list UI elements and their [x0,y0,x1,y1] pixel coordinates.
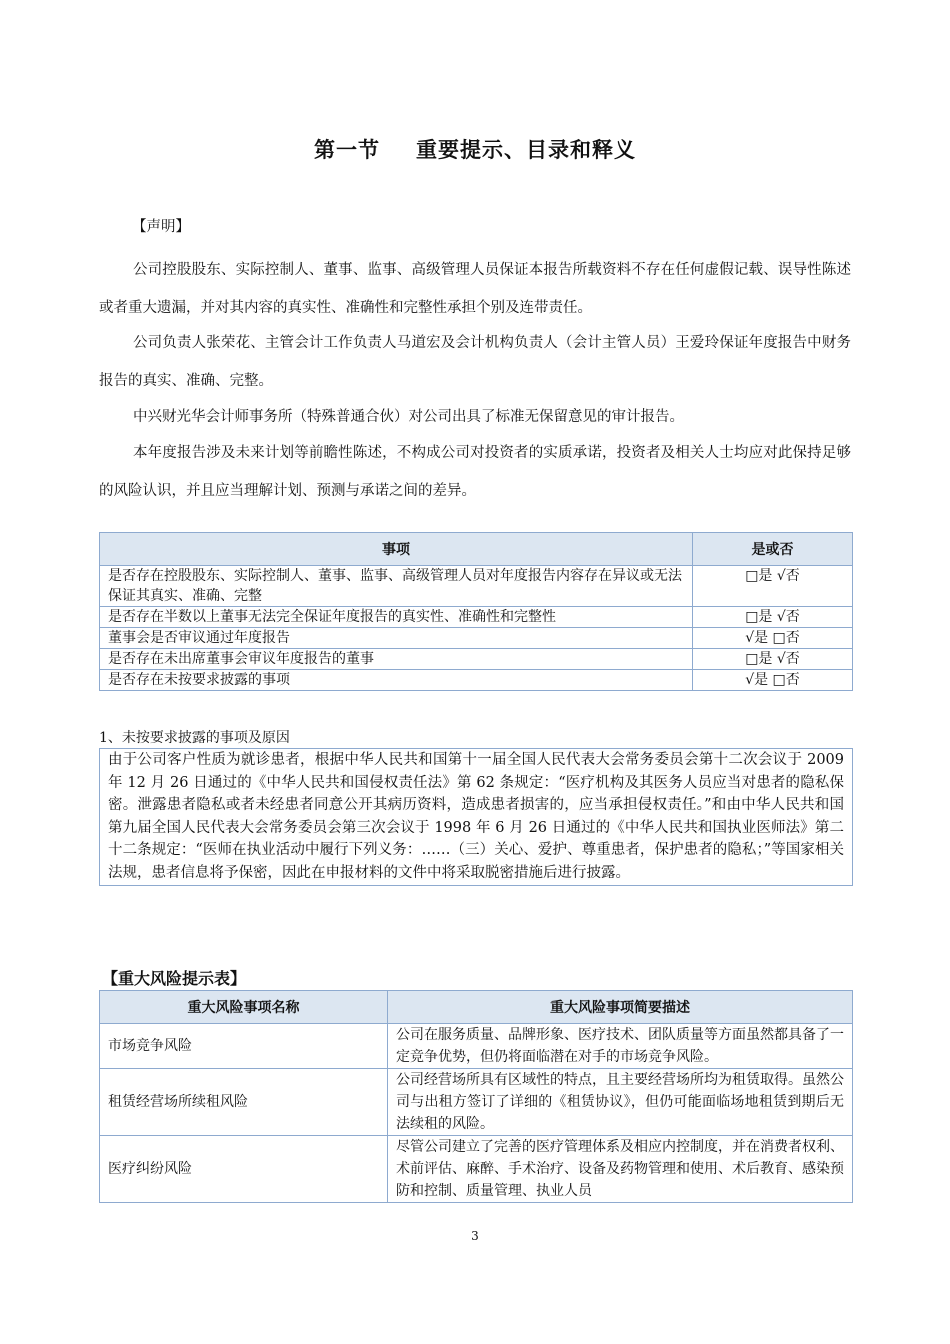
section-name: 重要提示、目录和释义 [416,138,636,162]
table-row [100,1069,853,1136]
table-row [100,607,853,628]
matter-answer: √是 □否 [693,670,853,691]
table-row [100,1136,853,1203]
statement-paragraph-1: 公司控股股东、实际控制人、董事、监事、高级管理人员保证本报告所载资料不存在任何虚假记载、误导性陈述或者重大遗漏，并对其内容的真实性、准确性和完整性承担个别及连带责任。 [99,262,851,316]
page-number: 3 [471,1229,479,1243]
statement-paragraph-3: 中兴财光华会计师事务所（特殊普通合伙）对公司出具了标准无保留意见的审计报告。 [133,409,684,425]
matters-table [99,532,853,691]
risk-name: 市场竞争风险 [100,1024,388,1069]
matter-answer: □是 √否 [693,566,853,607]
column-header-risk-desc: 重大风险事项简要描述 [388,991,853,1024]
risk-table-heading: 【重大风险提示表】 [102,969,247,988]
statement-paragraph-4: 本年度报告涉及未来计划等前瞻性陈述，不构成公司对投资者的实质承诺，投资者及相关人士均应对此保持足够的风险认识，并且应当理解计划、预测与承诺之间的差异。 [99,445,851,499]
risk-name: 租赁经营场所续租风险 [100,1069,388,1136]
column-header-risk-name: 重大风险事项名称 [100,991,388,1024]
matter-answer: √是 □否 [693,628,853,649]
risk-description: 公司经营场所具有区域性的特点，且主要经营场所均为租赁取得。虽然公司与出租方签订了详细的《租赁协议》，但仍可能面临场地租赁到期后无法续租的风险。 [388,1069,853,1136]
statement-label: 【声明】 [132,219,190,235]
undisclosed-reason-box: 由于公司客户性质为就诊患者，根据中华人民共和国第十一届全国人民代表大会常务委员会第十二次会议于 2009 年 12 月 26 日通过的《中华人民共和国侵权责任法》第 62 条规定：“医疗机构及其医务人员应当对患者的隐私保密。泄露患者隐私或者未经患者同意公开其病历资料，造成患者损害的，应当承担侵权责任。”和由中华人民共和国第九届全国人民代表大会常务委员会第三次会议于 1998 年 6 月 26 日通过的《中华人民共和国执业医师法》第二十二条规定：“医师在执业活动中履行下列义务：……（三）关心、爱护、尊重患者，保护患者的隐私；”等国家相关法规，患者信息将予保密，因此在申报材料的文件中将采取脱密措施后进行披露。 [99,748,853,886]
table-header-row [100,533,853,566]
table-row [100,566,853,607]
matter-answer: □是 √否 [693,649,853,670]
section-number: 第一节 [314,138,380,162]
matter-item: 是否存在未按要求披露的事项 [100,670,693,691]
risk-description: 尽管公司建立了完善的医疗管理体系及相应内控制度，并在消费者权利、术前评估、麻醉、手术治疗、设备及药物管理和使用、术后教育、感染预防和控制、质量管理、执业人员 [388,1136,853,1203]
table-row [100,1024,853,1069]
table-row [100,628,853,649]
column-header-item: 事项 [100,533,693,566]
risk-table [99,990,853,1203]
table-header-row [100,991,853,1024]
matter-item: 是否存在控股股东、实际控制人、董事、监事、高级管理人员对年度报告内容存在异议或无法保证其真实、准确、完整 [100,566,693,607]
matter-item: 董事会是否审议通过年度报告 [100,628,693,649]
table-row [100,649,853,670]
matter-answer: □是 √否 [693,607,853,628]
statement-paragraph-2: 公司负责人张荣花、主管会计工作负责人马道宏及会计机构负责人（会计主管人员）王爱玲保证年度报告中财务报告的真实、准确、完整。 [99,335,851,389]
risk-description: 公司在服务质量、品牌形象、医疗技术、团队质量等方面虽然都具备了一定竞争优势，但仍将面临潜在对手的市场竞争风险。 [388,1024,853,1069]
undisclosed-heading: 1、未按要求披露的事项及原因 [99,730,290,746]
table-row [100,670,853,691]
risk-name: 医疗纠纷风险 [100,1136,388,1203]
matter-item: 是否存在半数以上董事无法完全保证年度报告的真实性、准确性和完整性 [100,607,693,628]
matter-item: 是否存在未出席董事会审议年度报告的董事 [100,649,693,670]
column-header-answer: 是或否 [693,533,853,566]
section-title [0,134,950,164]
